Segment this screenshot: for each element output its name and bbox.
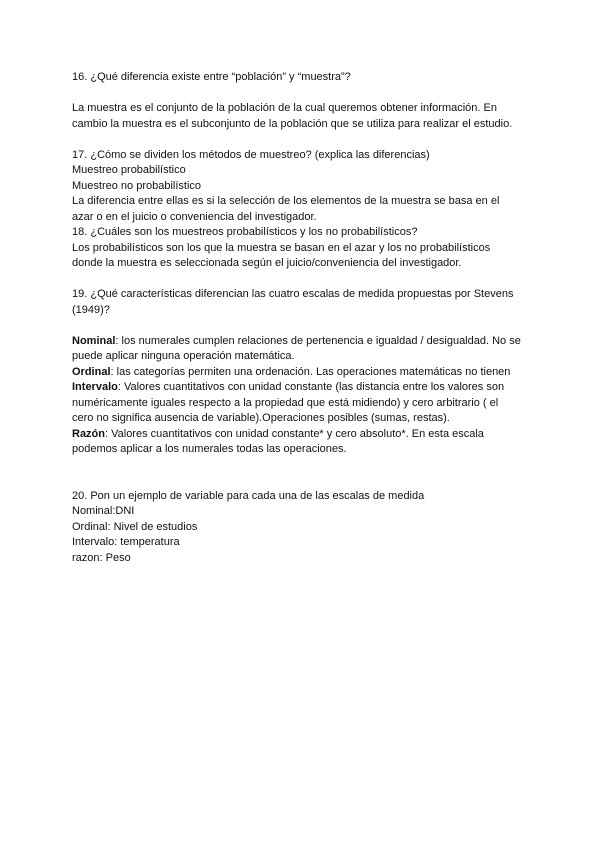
nominal-definition-line-1	[72, 334, 532, 350]
nominal-term: Nominal	[72, 334, 116, 347]
question-19-line-2: (1949)?	[72, 303, 110, 316]
intervalo-definition-line-1	[72, 380, 532, 396]
answer-17-line-4: azar o en el juicio o conveniencia del investigador.	[72, 210, 317, 223]
ordinal-term: Ordinal	[72, 365, 111, 378]
intervalo-text: : Valores cuantitativos con unidad constante (las distancia entre los valores son	[117, 381, 505, 393]
document-page	[72, 70, 532, 566]
razon-text: : Valores cuantitativos con unidad constante* y cero absoluto*. En esta escala	[105, 427, 484, 440]
ordinal-definition	[72, 365, 532, 381]
intervalo-term: Intervalo	[72, 381, 118, 393]
answer-18-line-2: donde la muestra es seleccionada según el juicio/conveniencia del investigador.	[72, 257, 462, 269]
answer-17-line-2: Muestreo no probabilístico	[72, 179, 202, 192]
answer-20-line-4: razon: Peso	[72, 551, 131, 564]
razon-definition-line-2: podemos aplicar a los numerales todas las operaciones.	[72, 443, 347, 455]
answer-20-line-2: Ordinal: Nivel de estudios	[72, 520, 198, 533]
intervalo-definition-line-3: cero no significa ausencia de variable).Operaciones posibles (sumas, restas).	[72, 412, 450, 424]
answer-20-line-3: Intervalo: temperatura	[72, 536, 180, 548]
ordinal-text: : las categorías permiten una ordenación. Las operaciones matemáticas no tienen	[110, 365, 511, 378]
razon-definition-line-1	[72, 427, 532, 443]
nominal-text: : los numerales cumplen relaciones de pertenencia e igualdad / desigualdad. No se	[115, 334, 521, 347]
razon-term: Razón	[72, 427, 105, 440]
question-18: 18. ¿Cuáles son los muestreos probabilísticos y los no probabilísticos?	[72, 226, 418, 238]
answer-17-line-3: La diferencia entre ellas es si la selección de los elementos de la muestra se basa en el	[72, 195, 500, 207]
intervalo-definition-line-2: numéricamente iguales respecto a la propiedad que está midiendo) y cero arbitrario ( el	[72, 396, 499, 409]
answer-16-line-1: La muestra es el conjunto de la población de la cual queremos obtener información. En	[72, 102, 497, 114]
answer-18-line-1: Los probabilísticos son los que la muestra se basan en el azar y los no probabilísticos	[72, 241, 491, 254]
question-16: 16. ¿Qué diferencia existe entre “población” y “muestra”?	[72, 71, 351, 83]
question-17: 17. ¿Cómo se dividen los métodos de muestreo? (explica las diferencias)	[72, 148, 430, 161]
answer-17-line-1: Muestreo probabilístico	[72, 164, 186, 176]
question-19-line-1: 19. ¿Qué características diferencian las cuatro escalas de medida propuestas por Stevens	[72, 288, 514, 300]
answer-16-line-2: cambio la muestra es el subconjunto de la población que se utiliza para realizar el estudio.	[72, 117, 513, 130]
nominal-definition-line-2: puede aplicar ninguna operación matemática.	[72, 350, 295, 362]
answer-20-line-1: Nominal:DNI	[72, 505, 135, 517]
question-20: 20. Pon un ejemplo de variable para cada una de las escalas de medida	[72, 489, 425, 502]
